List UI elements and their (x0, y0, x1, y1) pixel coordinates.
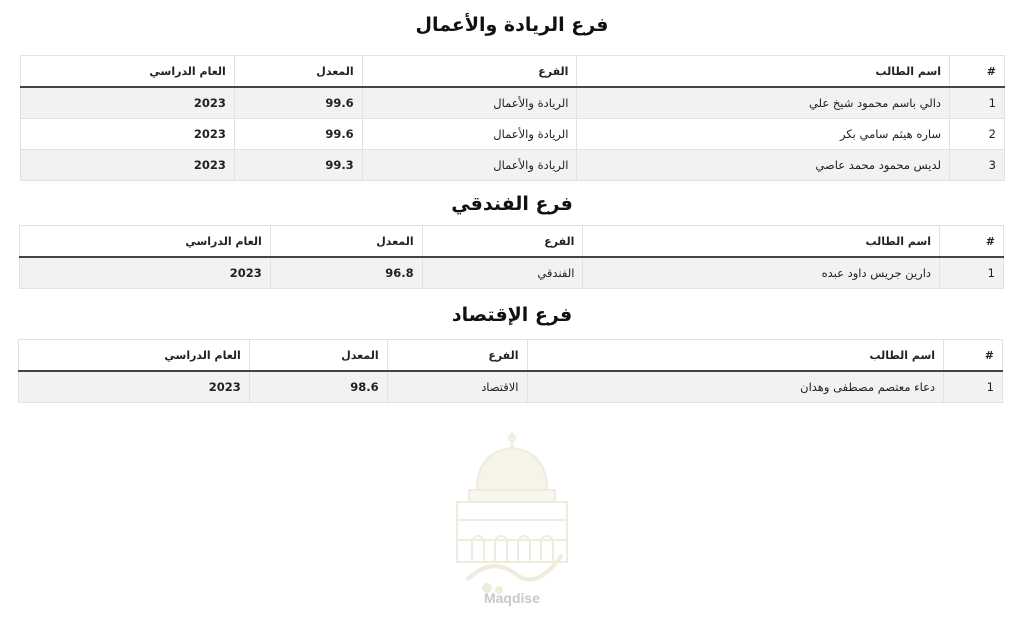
section-title-hotel: فرع الفندقي (451, 193, 573, 215)
section-title-entrepreneurship: فرع الريادة والأعمال (415, 14, 609, 36)
table-hotel (19, 225, 1004, 289)
student-branch: الريادة والأعمال (362, 87, 577, 119)
table-entrepreneurship (20, 55, 1005, 181)
student-name: دالي باسم محمود شيخ علي (577, 87, 950, 119)
header-average: المعدل (234, 56, 362, 88)
header-index: # (944, 340, 1003, 372)
watermark-caption: Maqdise (483, 590, 540, 606)
student-year: 2023 (21, 150, 235, 181)
row-index: 3 (950, 150, 1005, 181)
row-index: 2 (950, 119, 1005, 150)
student-name: ساره هيثم سامي بكر (577, 119, 950, 150)
student-average: 99.6 (234, 87, 362, 119)
student-name: دارين جريس داود عبده (583, 257, 940, 289)
student-average: 99.6 (234, 119, 362, 150)
student-year: 2023 (21, 87, 235, 119)
header-year: العام الدراسي (20, 226, 271, 258)
row-index: 1 (950, 87, 1005, 119)
table-row (21, 150, 1005, 181)
table-row (20, 257, 1004, 289)
student-year: 2023 (20, 257, 271, 289)
student-average: 96.8 (270, 257, 422, 289)
student-average: 99.3 (234, 150, 362, 181)
student-name: دعاء معتصم مصطفى وهدان (527, 371, 944, 403)
row-index: 1 (940, 257, 1004, 289)
student-year: 2023 (19, 371, 250, 403)
student-year: 2023 (21, 119, 235, 150)
table-row (19, 371, 1003, 403)
dome-of-the-rock-logo-icon (447, 430, 577, 610)
student-branch: الريادة والأعمال (362, 150, 577, 181)
header-branch: الفرع (362, 56, 577, 88)
header-name: اسم الطالب (583, 226, 940, 258)
student-branch: الفندقي (422, 257, 583, 289)
table-row (21, 87, 1005, 119)
header-name: اسم الطالب (527, 340, 944, 372)
header-name: اسم الطالب (577, 56, 950, 88)
student-branch: الاقتصاد (387, 371, 527, 403)
student-average: 98.6 (249, 371, 387, 403)
table-header-row (19, 340, 1003, 372)
header-average: المعدل (249, 340, 387, 372)
student-name: لديس محمود محمد عاصي (577, 150, 950, 181)
table-header-row (20, 226, 1004, 258)
header-year: العام الدراسي (21, 56, 235, 88)
section-title-economics: فرع الإقتصاد (451, 304, 573, 326)
header-index: # (940, 226, 1004, 258)
header-average: المعدل (270, 226, 422, 258)
table-economics (18, 339, 1003, 403)
table-header-row (21, 56, 1005, 88)
table-row (21, 119, 1005, 150)
header-branch: الفرع (422, 226, 583, 258)
header-index: # (950, 56, 1005, 88)
header-branch: الفرع (387, 340, 527, 372)
header-year: العام الدراسي (19, 340, 250, 372)
student-branch: الريادة والأعمال (362, 119, 577, 150)
row-index: 1 (944, 371, 1003, 403)
